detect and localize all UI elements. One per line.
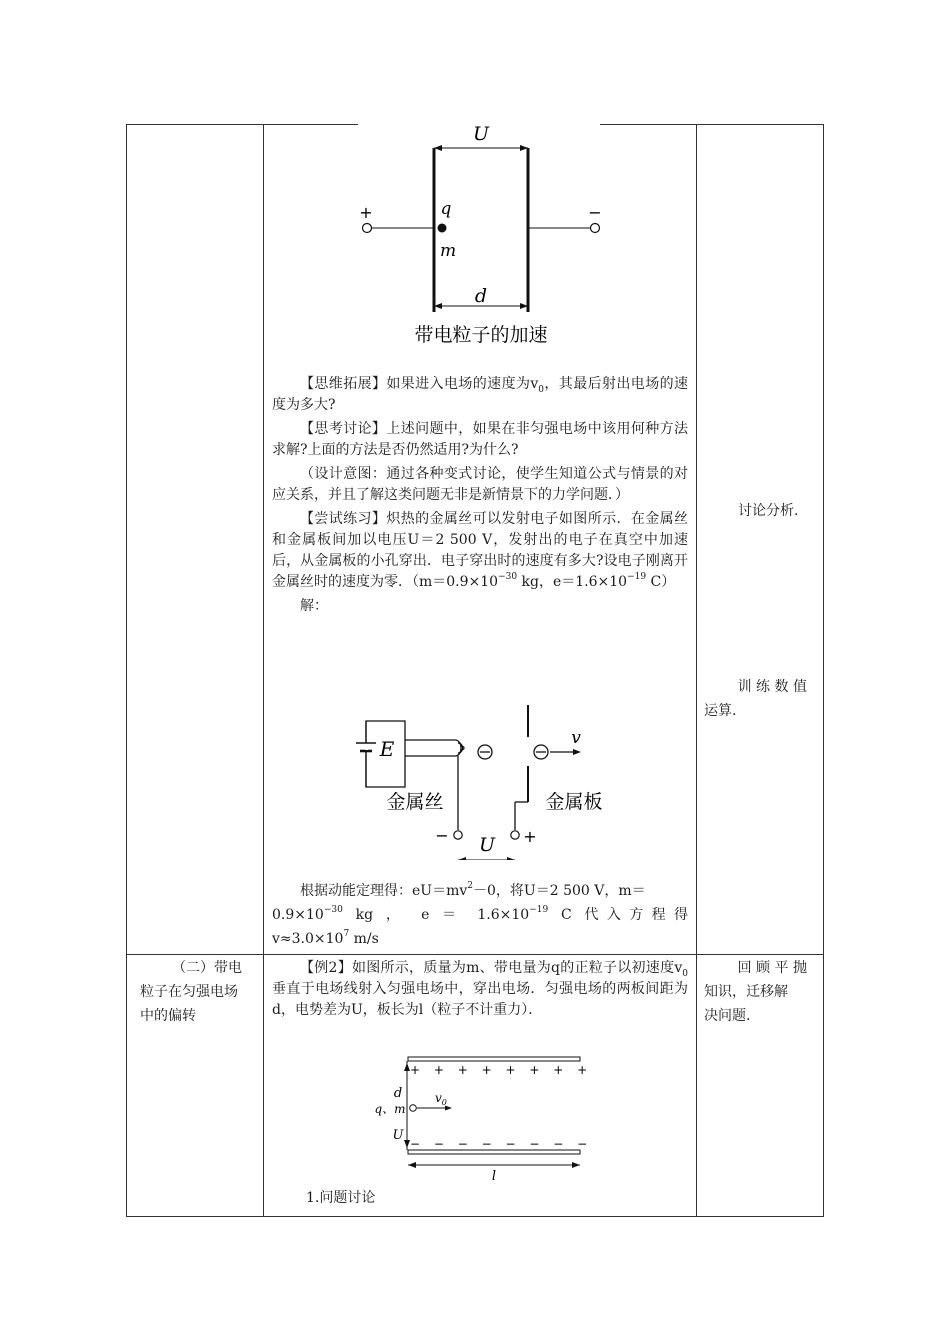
length-label: l xyxy=(491,1169,497,1184)
row1-side-note-2: 训 练 数 值 运算. xyxy=(704,679,807,719)
negative-terminal xyxy=(591,224,600,233)
design-intent-paragraph: （设计意图：通过各种变式讨论，使学生知道公式与情景的对应关系，并且了解这类问题无非是新情景下的力学问题．） xyxy=(272,466,688,503)
table-right-border xyxy=(823,124,824,1217)
table-left-border xyxy=(126,124,127,1217)
velocity-label-3: $v_0$ xyxy=(435,1091,447,1107)
row2-side-note: 回 顾 平 抛 知识，迁移解 决问题. xyxy=(704,960,807,1024)
plus-sign: + xyxy=(359,203,373,222)
mass-label: m xyxy=(439,241,457,261)
voltage-label-2: U xyxy=(478,834,496,856)
extension-paragraph: 【思维拓展】如果进入电场的速度为$v_0$，其最后射出电场的速度为多大? xyxy=(272,376,688,413)
particle-dot xyxy=(438,224,447,233)
problem-discussion-heading: 1.问题讨论 xyxy=(306,1190,376,1206)
row1-content xyxy=(272,374,688,617)
diagram-caption: 带电粒子的加速 xyxy=(414,324,548,346)
battery-label: E xyxy=(379,737,395,761)
column-divider-2 xyxy=(696,124,697,1217)
table-top-border-left xyxy=(126,124,358,125)
row-divider xyxy=(126,954,824,955)
result-line-2: $0.9\times 10^{-30}$ kg ， $e = 1.6\times 10^{-19}$ C 代入方程得 xyxy=(272,905,688,923)
result-line-1: 根据动能定理得：$eU=mv^2-0$，将U＝2 500 V，m＝ xyxy=(300,881,646,899)
plate-terminal-sign: + xyxy=(523,827,537,846)
solution-label: 解： xyxy=(300,598,328,614)
deflection-diagram xyxy=(360,1052,600,1192)
example-2 xyxy=(272,958,688,1021)
voltage-label-3: U xyxy=(392,1128,404,1143)
wire-label: 金属丝 xyxy=(386,791,444,813)
wire-terminal-sign: − xyxy=(435,826,449,845)
plate-terminal xyxy=(511,831,519,839)
table-bottom-border xyxy=(126,1216,824,1217)
negative-charges: − − − − − − − − xyxy=(410,1137,593,1151)
gap-label: d xyxy=(393,1086,403,1101)
distance-label: d xyxy=(474,285,488,307)
practice-paragraph: 【尝试练习】炽热的金属丝可以发射电子如图所示．在金属丝和金属板间加以电压U＝2 500 V，发射出的电子在真空中加速后，从金属板的小孔穿出．电子穿出时的速度有多大?设电子刚离开金属丝时的速度为零．（$m=0.9\times 10^{-30}$ kg，$e=1.6\times 10^{-19}$ C） xyxy=(272,511,689,590)
result-block xyxy=(272,881,688,950)
table-top-border-right xyxy=(600,124,824,125)
example-2-paragraph: 【例2】如图所示，质量为m、带电量为q的正粒子以初速度$v_0$垂直于电场线射入匀强电场中，穿出电场．匀强电场的两板间距为d，电势差为U，板长为l（粒子不计重力）． xyxy=(272,960,688,1018)
positive-terminal xyxy=(363,224,372,233)
velocity-label: v xyxy=(571,728,581,748)
voltage-label: U xyxy=(472,123,490,145)
result-line-3: $v\approx 3.0\times 10^7$ m/s xyxy=(272,929,379,947)
section-heading: （二）带电 粒子在匀强电场 中的偏转 xyxy=(140,960,242,1024)
charge-label: q xyxy=(440,199,452,219)
plate-label: 金属板 xyxy=(545,791,603,813)
particle xyxy=(410,1105,417,1112)
positive-charges: + + + + + + + + xyxy=(410,1063,593,1077)
column-divider-1 xyxy=(263,124,264,1217)
wire-terminal xyxy=(454,831,462,839)
acceleration-diagram xyxy=(350,118,610,353)
wire-plate-diagram xyxy=(345,700,615,860)
row1-side-note-1: 讨论分析. xyxy=(738,503,799,519)
discussion-paragraph: 【思考讨论】上述问题中，如果在非匀强电场中该用何种方法求解?上面的方法是否仍然适用?为什么? xyxy=(272,421,689,458)
minus-sign: − xyxy=(588,203,602,222)
particle-label: q、m xyxy=(374,1102,406,1116)
